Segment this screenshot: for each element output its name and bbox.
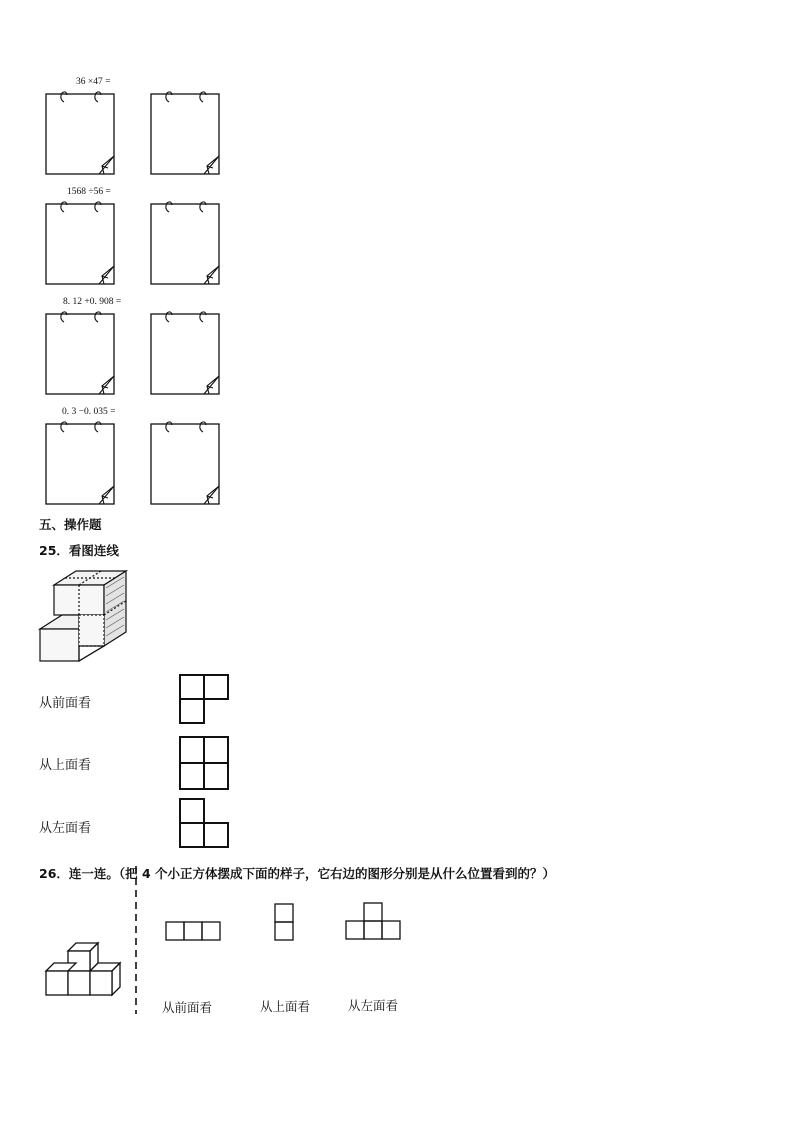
notepad-3-right[interactable] xyxy=(149,308,223,398)
notepad-4-right[interactable] xyxy=(149,418,223,508)
calc-expression-2: 1568 ÷56 = xyxy=(67,187,111,197)
q25-cube-figure xyxy=(38,568,130,664)
q26-label-front: 从前面看 xyxy=(162,1000,213,1015)
q25-view-c[interactable] xyxy=(178,797,232,851)
q26-label-top: 从上面看 xyxy=(260,999,311,1014)
q26-title: 26．连一连。（把 4 个小正方体摆成下面的样子，它右边的图形分别是从什么位置看到的？） xyxy=(39,866,556,881)
calc-expression-3: 8. 12 +0. 908 = xyxy=(63,297,122,307)
q25-label-front: 从前面看 xyxy=(39,696,92,711)
q26-view-a[interactable] xyxy=(164,920,224,944)
q26-view-c[interactable] xyxy=(344,901,404,943)
notepad-1-right[interactable] xyxy=(149,88,223,178)
q26-label-left: 从左面看 xyxy=(348,998,399,1013)
q25-view-b[interactable] xyxy=(178,735,232,791)
q25-label-top: 从上面看 xyxy=(39,758,92,773)
q26-cube-figure xyxy=(44,939,126,1001)
q25-title: 25．看图连线 xyxy=(39,543,119,558)
notepad-4-left[interactable] xyxy=(44,418,118,508)
notepad-2-left[interactable] xyxy=(44,198,118,288)
notepad-1-left[interactable] xyxy=(44,88,118,178)
q25-view-a[interactable] xyxy=(178,673,232,727)
q25-label-left: 从左面看 xyxy=(39,821,92,836)
q26-view-b[interactable] xyxy=(273,902,297,944)
calc-expression-1: 36 ×47 = xyxy=(76,77,111,87)
calc-expression-4: 0. 3 −0. 035 = xyxy=(62,407,116,417)
section-title: 五、操作题 xyxy=(39,517,102,532)
notepad-2-right[interactable] xyxy=(149,198,223,288)
notepad-3-left[interactable] xyxy=(44,308,118,398)
q26-divider xyxy=(133,866,139,1014)
